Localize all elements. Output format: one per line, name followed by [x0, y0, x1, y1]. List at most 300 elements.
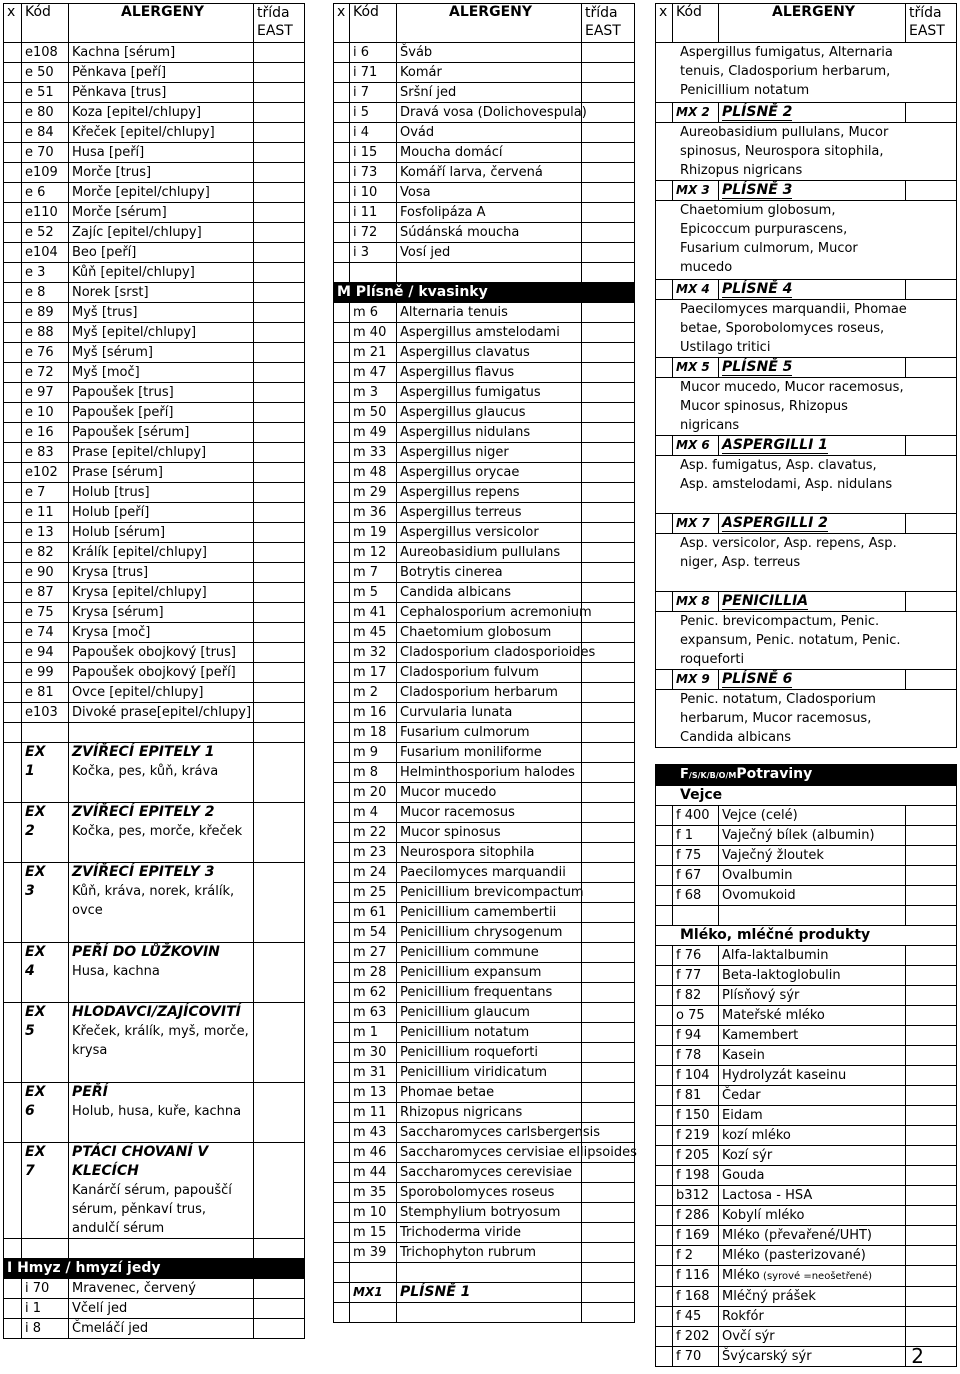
row-code: f 45: [673, 1307, 719, 1327]
row-code: m 30: [350, 1043, 397, 1063]
row-x: [334, 923, 350, 943]
row-code: i 71: [350, 63, 397, 83]
row-code: e108: [22, 43, 69, 63]
row-x: [4, 563, 22, 583]
table-row: [334, 1203, 635, 1223]
row-code: m 29: [350, 483, 397, 503]
row-allergen: Prase [epitel/chlupy]: [69, 443, 254, 463]
row-trida: [582, 683, 635, 703]
row-allergen: Penicillium expansum: [397, 963, 582, 983]
row-x: [334, 843, 350, 863]
row-x: [334, 563, 350, 583]
row-code: m 36: [350, 503, 397, 523]
table-row: [334, 663, 635, 683]
table-row: [4, 123, 305, 143]
ex-name: HLODAVCI/ZAJÍCOVITÍ: [72, 1004, 241, 1020]
row-x: [656, 886, 673, 906]
table-row: [656, 1226, 957, 1246]
table-row: [656, 1287, 957, 1307]
row-code: i 4: [350, 123, 397, 143]
header-trida: [254, 4, 305, 43]
row-code: e 90: [22, 563, 69, 583]
ex-item: [4, 1083, 305, 1143]
row-x: [4, 43, 22, 63]
row-allergen: Vosí jed: [397, 243, 582, 263]
row-x: [334, 1183, 350, 1203]
row-code: m 11: [350, 1103, 397, 1123]
row-code: f 82: [673, 986, 719, 1006]
table-row: [334, 1063, 635, 1083]
row-trida: [254, 1083, 305, 1143]
row-trida: [582, 883, 635, 903]
table-row: [334, 743, 635, 763]
row-x: [334, 803, 350, 823]
row-trida: [906, 1287, 957, 1307]
row-allergen: Švýcarský sýr: [719, 1347, 906, 1367]
f-header-main: F: [680, 767, 689, 782]
row-x: [656, 1327, 673, 1347]
row-code: m 32: [350, 643, 397, 663]
row-trida: [254, 563, 305, 583]
row-allergen: Papoušek obojkový [peří]: [69, 663, 254, 683]
row-code: e 89: [22, 303, 69, 323]
row-allergen: Vosa: [397, 183, 582, 203]
mx-code: MX 3: [673, 181, 719, 201]
header-x: x: [656, 4, 673, 43]
column-1: [3, 3, 305, 1339]
table-row: [4, 683, 305, 703]
row-trida: [254, 443, 305, 463]
mx-header-row: [656, 514, 957, 534]
row-allergen: Aspergillus amstelodami: [397, 323, 582, 343]
row-code: m 27: [350, 943, 397, 963]
row-trida: [906, 358, 957, 378]
row-trida: [254, 223, 305, 243]
mx1-name: PLÍSNĚ 1: [397, 1283, 582, 1303]
mx-name: PLÍSNĚ 4: [722, 281, 793, 297]
row-x: [656, 670, 673, 690]
row-x: [4, 1319, 22, 1339]
row-trida: [254, 1299, 305, 1319]
row-allergen: Mléko (syrové =neošetřené): [719, 1266, 906, 1287]
ex-content: [69, 1143, 254, 1239]
row-allergen: Mléko (převařené/UHT): [719, 1226, 906, 1246]
header-trida-line1: třída: [585, 5, 618, 21]
row-code: f 77: [673, 966, 719, 986]
row-x: [334, 823, 350, 843]
table-row: [334, 823, 635, 843]
row-code: f 67: [673, 866, 719, 886]
ex-code: EX 6: [22, 1083, 69, 1143]
row-allergen: Penicillium camembertii: [397, 903, 582, 923]
table-row: [334, 623, 635, 643]
row-trida: [906, 1026, 957, 1046]
row-allergen: Fosfolipáza A: [397, 203, 582, 223]
row-x: [4, 1279, 22, 1299]
row-allergen: Ovád: [397, 123, 582, 143]
row-x: [656, 1006, 673, 1026]
row-x: [4, 703, 22, 723]
row-allergen: Penicillium commune: [397, 943, 582, 963]
table-row: [334, 123, 635, 143]
row-code: m 5: [350, 583, 397, 603]
row-x: [334, 1043, 350, 1063]
row-trida: [582, 803, 635, 823]
row-x: [4, 943, 22, 1003]
row-allergen: Křeček [epitel/chlupy]: [69, 123, 254, 143]
table-row: [4, 203, 305, 223]
table-row: [4, 1319, 305, 1339]
spacer-row: [334, 263, 635, 283]
table-row: [334, 783, 635, 803]
table-row: [656, 1266, 957, 1287]
row-allergen: Zajíc [epitel/chlupy]: [69, 223, 254, 243]
table-row: [334, 1243, 635, 1263]
row-trida: [254, 1279, 305, 1299]
row-x: [656, 103, 673, 123]
row-allergen: Helminthosporium halodes: [397, 763, 582, 783]
row-allergen: Hydrolyzát kaseinu: [719, 1066, 906, 1086]
row-trida: [254, 523, 305, 543]
table-row: [334, 603, 635, 623]
table-row: [334, 303, 635, 323]
table-row: [334, 243, 635, 263]
page-number: 2: [911, 1344, 924, 1368]
row-trida: [582, 83, 635, 103]
table-row: [334, 343, 635, 363]
row-code: m 23: [350, 843, 397, 863]
row-trida: [254, 203, 305, 223]
row-trida: [582, 203, 635, 223]
table-row: [4, 443, 305, 463]
row-trida: [582, 863, 635, 883]
row-x: [334, 983, 350, 1003]
table-row: [656, 986, 957, 1006]
mx-desc: Aureobasidium pullulans, Mucor spinosus, Neurospora sitophila, Rhizopus nigricans: [656, 123, 957, 181]
row-x: [334, 623, 350, 643]
mx-name: ASPERGILLI 2: [722, 515, 828, 531]
header-kod: Kód: [673, 4, 719, 43]
row-trida: [582, 243, 635, 263]
table-row: [334, 183, 635, 203]
header-alergeny: ALERGENY: [397, 4, 582, 43]
table-row: [656, 806, 957, 826]
table-row: [334, 83, 635, 103]
row-trida: [254, 463, 305, 483]
table-row: [4, 103, 305, 123]
mx-name: PLÍSNĚ 3: [722, 182, 793, 198]
table-row: [334, 883, 635, 903]
row-code: m 28: [350, 963, 397, 983]
row-x: [334, 403, 350, 423]
row-allergen: Vaječný žloutek: [719, 846, 906, 866]
row-code: f 168: [673, 1287, 719, 1307]
row-trida: [254, 263, 305, 283]
row-x: [656, 966, 673, 986]
row-x: [4, 63, 22, 83]
row-allergen: Cladosporium fulvum: [397, 663, 582, 683]
row-x: [656, 280, 673, 300]
mx-desc-row: [656, 300, 957, 358]
row-allergen: Krysa [epitel/chlupy]: [69, 583, 254, 603]
row-code: e104: [22, 243, 69, 263]
row-x: [4, 863, 22, 943]
mx-desc: Asp. fumigatus, Asp. clavatus, Asp. amstelodami, Asp. nidulans: [656, 456, 957, 514]
table-row: [4, 183, 305, 203]
mx-name-cell: [719, 592, 906, 612]
row-x: [334, 1243, 350, 1263]
row-x: [4, 743, 22, 803]
table-row: [4, 523, 305, 543]
ex-item: [4, 943, 305, 1003]
row-trida: [906, 1006, 957, 1026]
row-trida: [254, 403, 305, 423]
row-trida: [906, 806, 957, 826]
allergen-table-2: [333, 3, 635, 1323]
row-x: [334, 1103, 350, 1123]
row-code: f 150: [673, 1106, 719, 1126]
row-trida: [906, 1206, 957, 1226]
table-row: [334, 1103, 635, 1123]
row-code: m 39: [350, 1243, 397, 1263]
row-x: [4, 263, 22, 283]
table-row: [4, 83, 305, 103]
row-x: [4, 403, 22, 423]
row-x: [334, 583, 350, 603]
row-x: [656, 436, 673, 456]
row-code: m 6: [350, 303, 397, 323]
row-x: [4, 463, 22, 483]
ex-name: ZVÍŘECÍ EPITELY 3: [72, 864, 215, 880]
row-code: m 62: [350, 983, 397, 1003]
row-code: f 169: [673, 1226, 719, 1246]
row-allergen: Holub [trus]: [69, 483, 254, 503]
row-allergen: Krysa [sérum]: [69, 603, 254, 623]
mx-name-cell: [719, 280, 906, 300]
table-row: [334, 1123, 635, 1143]
row-trida: [254, 863, 305, 943]
row-allergen: Penicillium frequentans: [397, 983, 582, 1003]
row-allergen: Mucor racemosus: [397, 803, 582, 823]
row-trida: [254, 423, 305, 443]
mx1-desc: Aspergillus fumigatus, Alternaria tenuis, Cladosporium herbarum, Penicillium notatum: [656, 43, 957, 103]
row-allergen: Cephalosporium acremonium: [397, 603, 582, 623]
row-trida: [906, 436, 957, 456]
row-code: m 50: [350, 403, 397, 423]
row-allergen: Botrytis cinerea: [397, 563, 582, 583]
row-code: e 99: [22, 663, 69, 683]
ex-item: [4, 803, 305, 863]
row-allergen: Kůň [epitel/chlupy]: [69, 263, 254, 283]
ex-desc: Křeček, králík, myš, morče, krysa: [72, 1024, 249, 1058]
mx-desc-row: [656, 456, 957, 514]
mx1-desc-row: [656, 43, 957, 103]
table-row: [334, 463, 635, 483]
row-trida: [906, 1086, 957, 1106]
row-trida: [254, 483, 305, 503]
row-code: i 73: [350, 163, 397, 183]
row-x: [334, 383, 350, 403]
row-trida: [906, 1146, 957, 1166]
row-allergen: Moucha domácí: [397, 143, 582, 163]
row-trida: [582, 943, 635, 963]
row-code: e 72: [22, 363, 69, 383]
row-trida: [254, 1143, 305, 1239]
row-trida: [582, 843, 635, 863]
row-code: i 6: [350, 43, 397, 63]
row-x: [334, 743, 350, 763]
row-x: [656, 358, 673, 378]
mx-name-cell: [719, 514, 906, 534]
mx-desc: Mucor mucedo, Mucor racemosus, Mucor spinosus, Rhizopus nigricans: [656, 378, 957, 436]
header-trida-line1: třída: [909, 5, 942, 21]
table-row: [4, 323, 305, 343]
row-allergen: Dravá vosa (Dolichovespula): [397, 103, 582, 123]
row-x: [656, 1106, 673, 1126]
table-row: [656, 886, 957, 906]
row-allergen: Papoušek [trus]: [69, 383, 254, 403]
ex-code: EX 5: [22, 1003, 69, 1083]
row-code: f 68: [673, 886, 719, 906]
row-trida: [906, 986, 957, 1006]
row-code: e 81: [22, 683, 69, 703]
table-row: [656, 1307, 957, 1327]
row-trida: [906, 181, 957, 201]
row-x: [334, 1123, 350, 1143]
row-allergen: Rokfór: [719, 1307, 906, 1327]
row-x: [656, 1347, 673, 1367]
row-trida: [906, 280, 957, 300]
row-code: e 74: [22, 623, 69, 643]
row-code: m 7: [350, 563, 397, 583]
row-trida: [906, 886, 957, 906]
table-row: [334, 983, 635, 1003]
row-x: [334, 483, 350, 503]
row-trida: [906, 1166, 957, 1186]
row-code: i 1: [22, 1299, 69, 1319]
table-row: [334, 323, 635, 343]
row-trida: [254, 703, 305, 723]
row-trida: [254, 163, 305, 183]
ex-item: [4, 743, 305, 803]
row-trida: [582, 383, 635, 403]
row-allergen: Eidam: [719, 1106, 906, 1126]
mx-name-cell: [719, 358, 906, 378]
row-allergen: Kamembert: [719, 1026, 906, 1046]
row-trida: [582, 723, 635, 743]
row-x: [656, 846, 673, 866]
row-x: [656, 592, 673, 612]
row-trida: [582, 703, 635, 723]
row-trida: [582, 503, 635, 523]
row-x: [4, 203, 22, 223]
spacer-row: [334, 1303, 635, 1323]
row-code: f 78: [673, 1046, 719, 1066]
row-x: [334, 163, 350, 183]
row-code: m 24: [350, 863, 397, 883]
row-trida: [254, 543, 305, 563]
row-x: [334, 543, 350, 563]
spacer-row: [4, 723, 305, 743]
row-allergen: Kasein: [719, 1046, 906, 1066]
header-kod: Kód: [350, 4, 397, 43]
ex-code: EX 7: [22, 1143, 69, 1239]
row-allergen: Súdánská moucha: [397, 223, 582, 243]
row-trida: [254, 683, 305, 703]
row-code: m 40: [350, 323, 397, 343]
row-trida: [582, 583, 635, 603]
table-row: [656, 1066, 957, 1086]
row-x: [334, 723, 350, 743]
table-row: [334, 43, 635, 63]
spacer-row: [334, 1263, 635, 1283]
row-code: f 198: [673, 1166, 719, 1186]
vejce-header-row: [656, 786, 957, 806]
table-row: [334, 383, 635, 403]
row-x: [656, 1086, 673, 1106]
header-trida: [582, 4, 635, 43]
ex-desc: Kočka, pes, morče, křeček: [72, 824, 243, 839]
row-allergen: Mléčný prášek: [719, 1287, 906, 1307]
row-allergen: Mucor mucedo: [397, 783, 582, 803]
row-trida: [906, 946, 957, 966]
mx-name: PLÍSNĚ 2: [722, 104, 793, 120]
row-trida: [582, 143, 635, 163]
mx-header-row: [656, 280, 957, 300]
row-trida: [254, 643, 305, 663]
row-x: [334, 523, 350, 543]
mx-header-row: [656, 358, 957, 378]
column-3: [655, 3, 957, 1367]
row-x: [334, 643, 350, 663]
f-header: [656, 765, 957, 786]
row-x: [334, 103, 350, 123]
table-row: [334, 223, 635, 243]
row-allergen: Candida albicans: [397, 583, 582, 603]
mx-desc-row: [656, 534, 957, 592]
ex-content: [69, 1083, 254, 1143]
table-row: [656, 1106, 957, 1126]
row-x: [4, 603, 22, 623]
header-trida-line2: EAST: [585, 23, 621, 39]
row-allergen: Myš [epitel/chlupy]: [69, 323, 254, 343]
row-x: [4, 323, 22, 343]
mx-name: PLÍSNĚ 6: [722, 671, 793, 687]
row-x: [4, 483, 22, 503]
ex-content: [69, 943, 254, 1003]
row-x: [656, 1206, 673, 1226]
row-x: [656, 1026, 673, 1046]
row-x: [334, 863, 350, 883]
row-trida: [582, 303, 635, 323]
row-code: m 47: [350, 363, 397, 383]
row-code: m 44: [350, 1163, 397, 1183]
row-x: [4, 423, 22, 443]
row-allergen: Papoušek obojkový [trus]: [69, 643, 254, 663]
row-allergen: Ovalbumin: [719, 866, 906, 886]
row-code: f 202: [673, 1327, 719, 1347]
table-row: [334, 203, 635, 223]
row-x: [656, 1266, 673, 1287]
ex-content: [69, 863, 254, 943]
row-allergen: Fusarium culmorum: [397, 723, 582, 743]
row-trida: [254, 1003, 305, 1083]
row-trida: [582, 983, 635, 1003]
row-x: [656, 1226, 673, 1246]
row-code: m 45: [350, 623, 397, 643]
row-code: m 48: [350, 463, 397, 483]
f-header-title: Potraviny: [736, 766, 813, 782]
